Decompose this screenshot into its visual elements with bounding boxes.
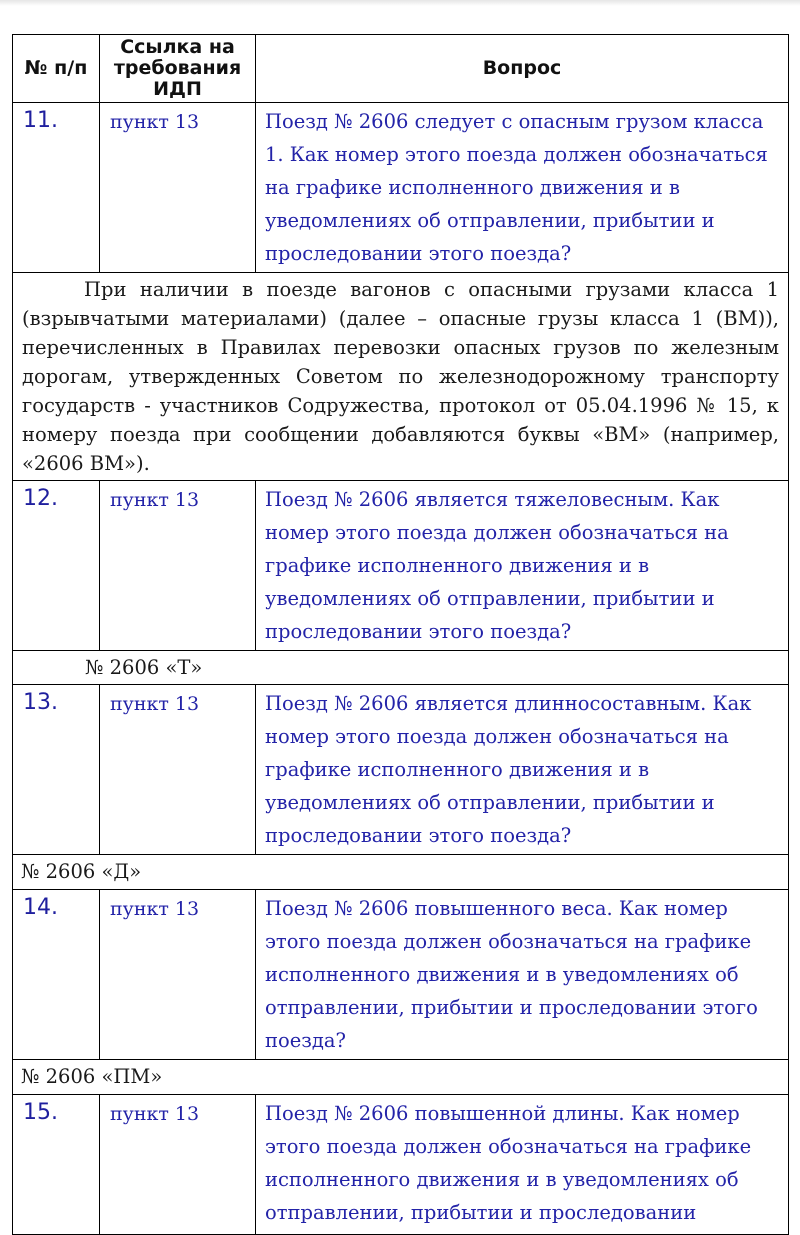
row-question: Поезд № 2606 повышенной длины. Как номер этого поезда должен обозначаться на графике исполненного движения и в уведомлениях об отправлении, прибытии и проследовании — [256, 1095, 789, 1235]
row-question: Поезд № 2606 повышенного веса. Как номер этого поезда должен обозначаться на графике исполненного движения и в уведомлениях об отправлении, прибытии и проследовании этого поезда? — [256, 890, 789, 1060]
question-row — [13, 103, 789, 273]
row-number: 15. — [13, 1095, 100, 1235]
question-row — [13, 1095, 789, 1235]
row-question: Поезд № 2606 является длинносоставным. Как номер этого поезда должен обозначаться на графике исполненного движения и в уведомлениях об отправлении, прибытии и проследовании этого поезда? — [256, 685, 789, 855]
top-edge — [0, 0, 800, 6]
row-reference: пункт 13 — [100, 890, 256, 1060]
row-reference: пункт 13 — [100, 685, 256, 855]
question-row — [13, 481, 789, 651]
row-reference: пункт 13 — [100, 1095, 256, 1235]
answer-row — [13, 855, 789, 890]
row-number: 14. — [13, 890, 100, 1060]
row-number: 13. — [13, 685, 100, 855]
question-row — [13, 685, 789, 855]
row-answer: № 2606 «Д» — [13, 855, 789, 890]
header-num: № п/п — [13, 35, 100, 103]
questions-table — [12, 34, 789, 1235]
row-number: 11. — [13, 103, 100, 273]
table-header — [13, 35, 789, 103]
answer-row — [13, 651, 789, 685]
row-answer: № 2606 «Т» — [13, 651, 789, 685]
row-reference: пункт 13 — [100, 481, 256, 651]
answer-row — [13, 1060, 789, 1095]
row-answer: № 2606 «ПМ» — [13, 1060, 789, 1095]
row-answer-text: При наличии в поезде вагонов с опасными грузами класса 1 (взрывчатыми материалами) (далее – опасные грузы класса 1 (ВМ)), перечисленных в Правилах перевозки опасных грузов по железным дорогам, утвержденных Советом по железнодорожному транспорту государств - участников Содружества, протокол от 05.04.1996 № 15, к номеру поезда при сообщении добавляются буквы «ВМ» (например, «2606 ВМ»). — [22, 278, 779, 475]
row-reference: пункт 13 — [100, 103, 256, 273]
header-ref: Ссылка на требования ИДП — [100, 35, 256, 103]
row-question: Поезд № 2606 следует с опасным грузом класса 1. Как номер этого поезда должен обозначаться на графике исполненного движения и в уведомлениях об отправлении, прибытии и проследовании этого поезда? — [256, 103, 789, 273]
question-row — [13, 890, 789, 1060]
row-question: Поезд № 2606 является тяжеловесным. Как номер этого поезда должен обозначаться на графике исполненного движения и в уведомлениях об отправлении, прибытии и проследовании этого поезда? — [256, 481, 789, 651]
row-answer — [13, 273, 789, 481]
answer-row — [13, 273, 789, 481]
row-number: 12. — [13, 481, 100, 651]
header-question: Вопрос — [256, 35, 789, 103]
